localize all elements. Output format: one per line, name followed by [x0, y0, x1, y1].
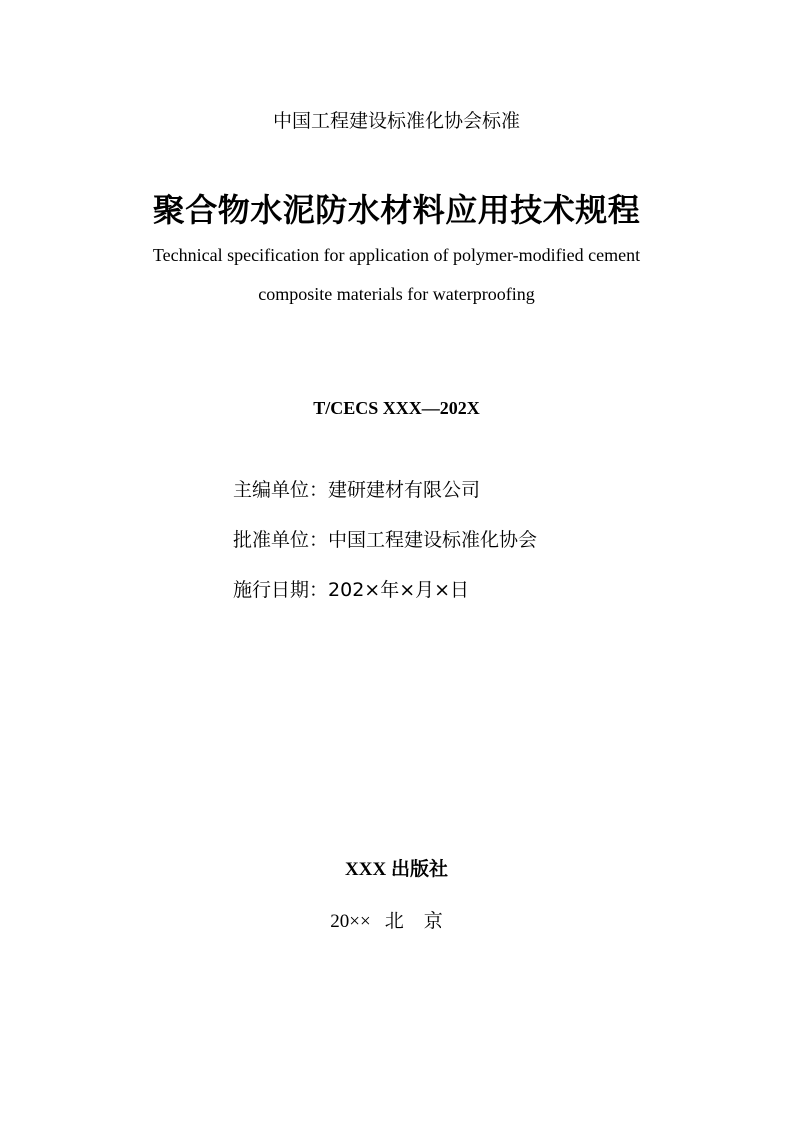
- document-title-english-line-2: composite materials for waterproofing: [258, 284, 535, 304]
- approval-value: 中国工程建设标准化协会: [328, 529, 538, 551]
- chief-editor-row: [233, 477, 480, 503]
- chief-editor-value: 建研建材有限公司: [328, 479, 481, 501]
- effective-date-row: [233, 577, 469, 603]
- publication-year: 20××: [330, 911, 371, 932]
- effective-date-value: 202×年×月×日: [328, 579, 470, 601]
- standard-number: T/CECS XXX—202X: [313, 398, 480, 418]
- issuer-line: 中国工程建设标准化协会标准: [272, 110, 520, 132]
- chief-editor-label: 主编单位：: [233, 479, 329, 501]
- publication-place: 北京: [384, 910, 463, 932]
- effective-date-label: 施行日期：: [233, 579, 329, 601]
- publication-line: [0, 908, 793, 935]
- document-title-chinese: 聚合物水泥防水材料应用技术规程: [152, 191, 641, 229]
- approval-row: [233, 527, 537, 553]
- approval-label: 批准单位：: [233, 529, 329, 551]
- publisher-name: XXX 出版社: [345, 859, 448, 880]
- document-title-english-line-1: Technical specification for application of polymer-modified cement: [152, 245, 641, 265]
